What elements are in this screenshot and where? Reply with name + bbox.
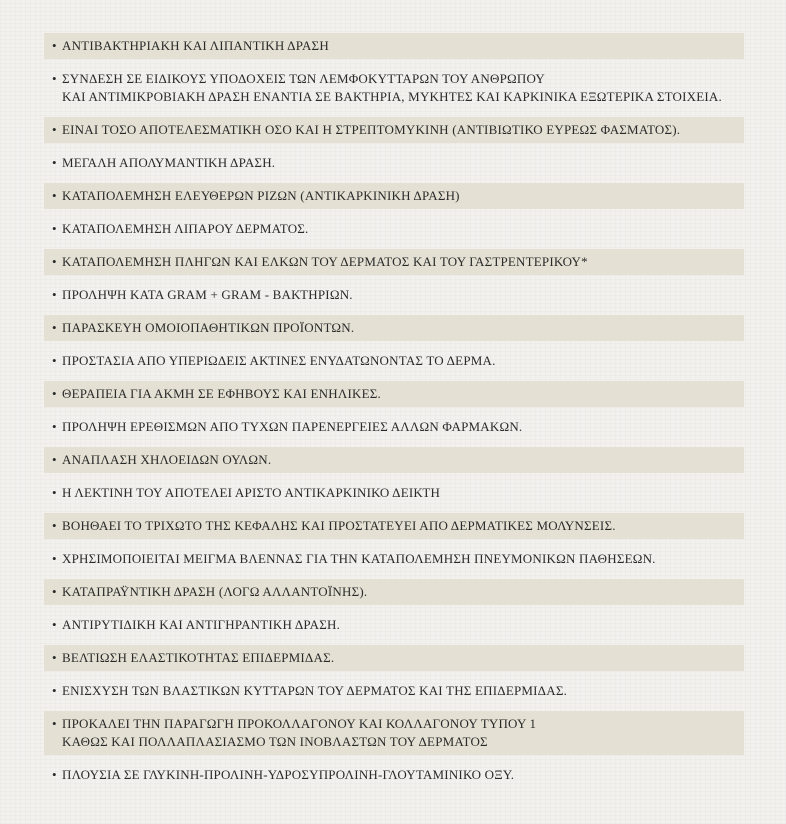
list-item-text (62, 550, 656, 568)
list-item-text (62, 418, 522, 436)
list-item-line: ΠΡΟΚΑΛΕΙ ΤΗΝ ΠΑΡΑΓΩΓΗ ΠΡΟΚΟΛΛΑΓΟΝΟΥ ΚΑΙ ΚΟΛΛΑΓΟΝΟΥ ΤΥΠΟΥ 1 (62, 716, 537, 731)
list-item-text (62, 451, 271, 469)
list-item (44, 447, 744, 473)
benefits-list (44, 33, 744, 795)
bullet-icon: • (52, 650, 57, 665)
list-item-line: ΚΑΘΩΣ ΚΑΙ ΠΟΛΛΑΠΛΑΣΙΑΣΜΟ ΤΩΝ ΙΝΟΒΛΑΣΤΩΝ ΤΟΥ ΔΕΡΜΑΤΟΣ (62, 734, 488, 749)
list-item-line: Η ΛΕΚΤΙΝΗ ΤΟΥ ΑΠΟΤΕΛΕΙ ΑΡΙΣΤΟ ΑΝΤΙΚΑΡΚΙΝΙΚΟ ΔΕΙΚΤΗ (62, 485, 441, 500)
list-item (44, 579, 744, 605)
list-item (44, 348, 744, 374)
list-item-text (62, 286, 353, 304)
list-item-text (62, 484, 440, 502)
list-item-line: ΑΝΤΙΡΥΤΙΔΙΚΗ ΚΑΙ ΑΝΤΙΓΗΡΑΝΤΙΚΗ ΔΡΑΣΗ. (62, 617, 341, 632)
list-item-line: ΠΡΟΛΗΨΗ ΕΡΕΘΙΣΜΩΝ ΑΠΟ ΤΥΧΩΝ ΠΑΡΕΝΕΡΓΕΙΕΣ ΑΛΛΩΝ ΦΑΡΜΑΚΩΝ. (62, 419, 523, 434)
list-item-text (62, 70, 722, 106)
list-item-line: ΑΝΤΙΒΑΚΤΗΡΙΑΚΗ ΚΑΙ ΛΙΠΑΝΤΙΚΗ ΔΡΑΣΗ (62, 38, 329, 53)
list-item-line: ΚΑΙ ΑΝΤΙΜΙΚΡΟΒΙΑΚΗ ΔΡΑΣΗ ΕΝΑΝΤΙΑ ΣΕ ΒΑΚΤΗΡΙΑ, ΜΥΚΗΤΕΣ ΚΑΙ ΚΑΡΚΙΝΙΚΑ ΕΞΩΤΕΡΙΚΑ ΣΤΟΙΧΕΙΑ. (62, 89, 722, 104)
bullet-icon: • (52, 518, 57, 533)
list-item-text (62, 220, 309, 238)
list-item-line: ΠΑΡΑΣΚΕΥΗ ΟΜΟΙΟΠΑΘΗΤΙΚΩΝ ΠΡΟΪΟΝΤΩΝ. (62, 320, 355, 335)
list-item-text (62, 616, 340, 634)
list-item-text (62, 517, 616, 535)
list-item-line: ΜΕΓΑΛΗ ΑΠΟΛΥΜΑΝΤΙΚΗ ΔΡΑΣΗ. (62, 155, 276, 170)
list-item-line: ΠΡΟΛΗΨΗ ΚΑΤΑ GRAM + GRAM - ΒΑΚΤΗΡΙΩΝ. (62, 287, 353, 302)
list-item-text (62, 253, 588, 271)
list-item (44, 33, 744, 59)
list-item-text (62, 766, 514, 784)
list-item-line: ΚΑΤΑΠΟΛΕΜΗΣΗ ΕΛΕΥΘΕΡΩΝ ΡΙΖΩΝ (ΑΝΤΙΚΑΡΚΙΝΙΚΗ ΔΡΑΣΗ) (62, 188, 460, 203)
list-item-line: ΣΥΝΔΕΣΗ ΣΕ ΕΙΔΙΚΟΥΣ ΥΠΟΔΟΧΕΙΣ ΤΩΝ ΛΕΜΦΟΚΥΤΤΑΡΩΝ ΤΟΥ ΑΝΘΡΩΠΟΥ (62, 71, 545, 86)
list-item-line: ΧΡΗΣΙΜΟΠΟΙΕΙΤΑΙ ΜΕΙΓΜΑ ΒΛΕΝΝΑΣ ΓΙΑ ΤΗΝ ΚΑΤΑΠΟΛΕΜΗΣΗ ΠΝΕΥΜΟΝΙΚΩΝ ΠΑΘΗΣΕΩΝ. (62, 551, 656, 566)
list-item-text (62, 352, 496, 370)
bullet-icon: • (52, 221, 57, 236)
list-item-text (62, 715, 536, 751)
list-item-text (62, 319, 354, 337)
list-item (44, 381, 744, 407)
bullet-icon: • (52, 353, 57, 368)
list-item-line: ΠΛΟΥΣΙΑ ΣΕ ΓΛΥΚΙΝΗ-ΠΡΟΛΙΝΗ-ΥΔΡΟΣΥΠΡΟΛΙΝΗ-ΓΛΟΥΤΑΜΙΝΙΚΟ ΟΞΥ. (62, 767, 515, 782)
bullet-icon: • (52, 683, 57, 698)
bullet-icon: • (52, 386, 57, 401)
list-item (44, 282, 744, 308)
list-item-text (62, 583, 367, 601)
list-item-line: ΘΕΡΑΠΕΙΑ ΓΙΑ ΑΚΜΗ ΣΕ ΕΦΗΒΟΥΣ ΚΑΙ ΕΝΗΛΙΚΕΣ. (62, 386, 381, 401)
list-item-line: ΕΝΙΣΧΥΣΗ ΤΩΝ ΒΛΑΣΤΙΚΩΝ ΚΥΤΤΑΡΩΝ ΤΟΥ ΔΕΡΜΑΤΟΣ ΚΑΙ ΤΗΣ ΕΠΙΔΕΡΜΙΔΑΣ. (62, 683, 568, 698)
list-item-text (62, 37, 329, 55)
list-item (44, 711, 744, 755)
bullet-icon: • (52, 551, 57, 566)
list-item (44, 183, 744, 209)
bullet-icon: • (52, 716, 57, 731)
list-item (44, 249, 744, 275)
list-item-line: ΑΝΑΠΛΑΣΗ ΧΗΛΟΕΙΔΩΝ ΟΥΛΩΝ. (62, 452, 272, 467)
list-item-text (62, 187, 460, 205)
list-item-text (62, 385, 381, 403)
bullet-icon: • (52, 419, 57, 434)
list-item-text (62, 154, 275, 172)
list-item-line: ΚΑΤΑΠΟΛΕΜΗΣΗ ΠΛΗΓΩΝ ΚΑΙ ΕΛΚΩΝ ΤΟΥ ΔΕΡΜΑΤΟΣ ΚΑΙ ΤΟΥ ΓΑΣΤΡΕΝΤΕΡΙΚΟΥ* (62, 254, 588, 269)
list-item (44, 612, 744, 638)
list-item (44, 315, 744, 341)
bullet-icon: • (52, 71, 57, 86)
list-item-line: ΒΟΗΘΑΕΙ ΤΟ ΤΡΙΧΩΤΟ ΤΗΣ ΚΕΦΑΛΗΣ ΚΑΙ ΠΡΟΣΤΑΤΕΥΕΙ ΑΠΟ ΔΕΡΜΑΤΙΚΕΣ ΜΟΛΥΝΣΕΙΣ. (62, 518, 616, 533)
bullet-icon: • (52, 155, 57, 170)
list-item-line: ΕΙΝΑΙ ΤΟΣΟ ΑΠΟΤΕΛΕΣΜΑΤΙΚΗ ΟΣΟ ΚΑΙ Η ΣΤΡΕΠΤΟΜΥΚΙΝΗ (ΑΝΤΙΒΙΩΤΙΚΟ ΕΥΡΕΩΣ ΦΑΣΜΑΤΟΣ). (62, 122, 681, 137)
list-item-line: ΠΡΟΣΤΑΣΙΑ ΑΠΟ ΥΠΕΡΙΩΔΕΙΣ ΑΚΤΙΝΕΣ ΕΝΥΔΑΤΩΝΟΝΤΑΣ ΤΟ ΔΕΡΜΑ. (62, 353, 496, 368)
bullet-icon: • (52, 254, 57, 269)
bullet-icon: • (52, 38, 57, 53)
list-item (44, 546, 744, 572)
list-item (44, 150, 744, 176)
bullet-icon: • (52, 767, 57, 782)
bullet-icon: • (52, 452, 57, 467)
list-item (44, 414, 744, 440)
bullet-icon: • (52, 617, 57, 632)
list-item (44, 480, 744, 506)
list-item-text (62, 682, 567, 700)
list-item-line: ΚΑΤΑΠΡΑΫΝΤΙΚΗ ΔΡΑΣΗ (ΛΟΓΩ ΑΛΛΑΝΤΟΪΝΗΣ). (62, 584, 368, 599)
list-item (44, 762, 744, 788)
bullet-icon: • (52, 287, 57, 302)
list-item-line: ΒΕΛΤΙΩΣΗ ΕΛΑΣΤΙΚΟΤΗΤΑΣ ΕΠΙΔΕΡΜΙΔΑΣ. (62, 650, 335, 665)
bullet-icon: • (52, 188, 57, 203)
list-item (44, 66, 744, 110)
list-item (44, 678, 744, 704)
list-item-text (62, 121, 680, 139)
list-item (44, 645, 744, 671)
bullet-icon: • (52, 584, 57, 599)
list-item-line: ΚΑΤΑΠΟΛΕΜΗΣΗ ΛΙΠΑΡΟΥ ΔΕΡΜΑΤΟΣ. (62, 221, 309, 236)
bullet-icon: • (52, 320, 57, 335)
list-item (44, 513, 744, 539)
list-item (44, 216, 744, 242)
bullet-icon: • (52, 485, 57, 500)
bullet-icon: • (52, 122, 57, 137)
list-item-text (62, 649, 334, 667)
list-item (44, 117, 744, 143)
